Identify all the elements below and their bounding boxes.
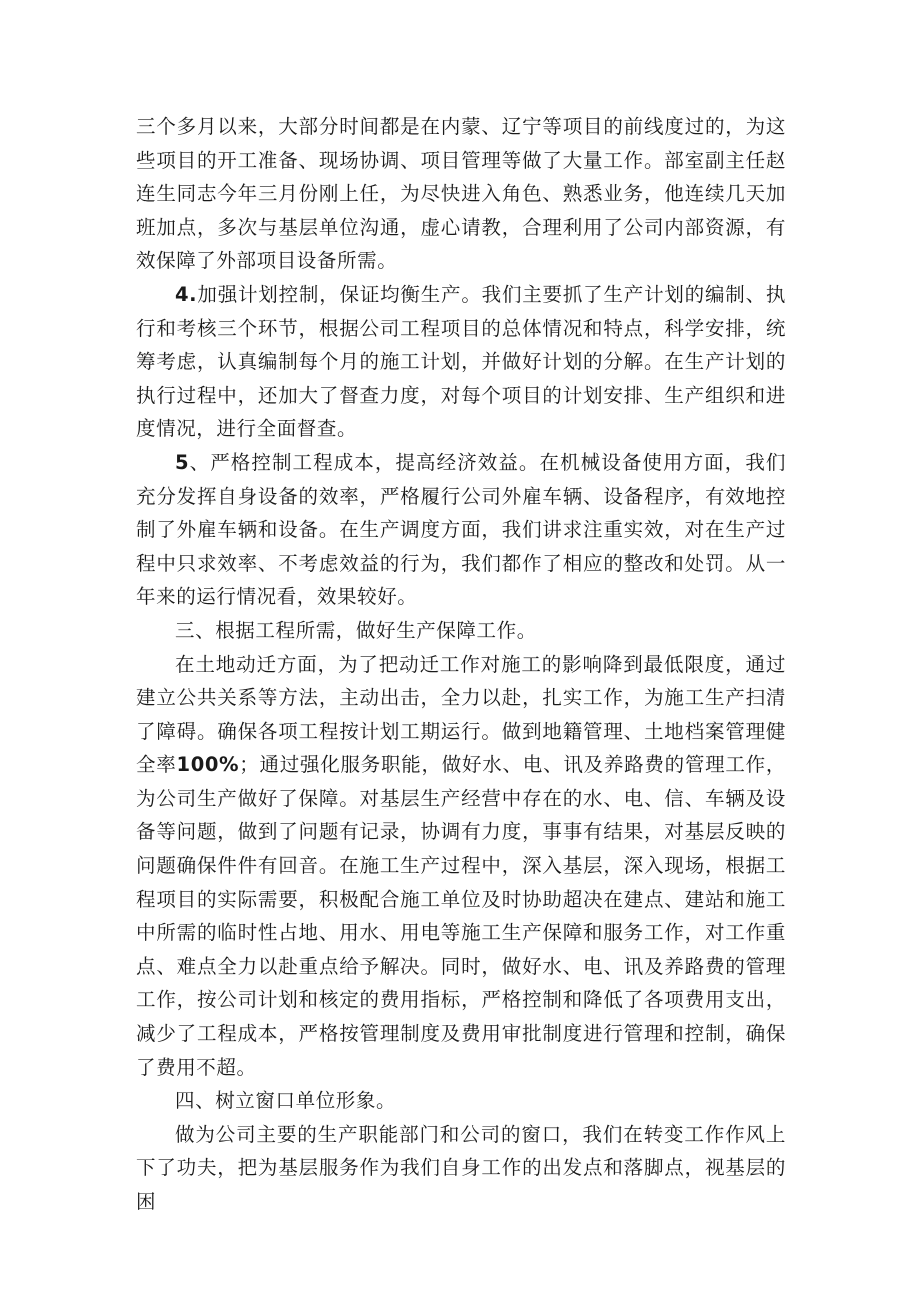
item-number: 4. [175,282,198,306]
heading-text: 四、树立窗口单位形象。 [175,1089,397,1113]
paragraph-text: 三个多月以来，大部分时间都是在内蒙、辽宁等项目的前线度过的，为这些项目的开工准备、现场协调、项目管理等做了大量工作。部室副主任赵连生同志今年三月份刚上任，为尽快进入角色、熟悉业务，他连续几天加班加点，多次与基层单位沟通，虚心请教，合理利用了公司内部资源，有效保障了外部项目设备所需。 [136,115,786,273]
heading-text: 三、根据工程所需，做好生产保障工作。 [175,618,537,642]
paragraph-text: 加强计划控制，保证均衡生产。我们主要抓了生产计划的编制、执行和考核三个环节，根据公司工程项目的总体情况和特点，科学安排，统筹考虑，认真编制每个月的施工计划，并做好计划的分解。在生产计划的执行过程中，还加大了督查力度，对每个项目的计划安排、生产组织和进度情况，进行全面督查。 [136,282,786,441]
document-body [136,110,786,1219]
paragraph-land-relocation [136,648,786,1085]
section-heading-3 [136,614,786,648]
paragraph-text-after: ；通过强化服务职能，做好水、电、讯及养路费的管理工作，为公司生产做好了保障。对基层生产经营中存在的水、电、信、车辆及设备等问题，做到了问题有记录，协调有力度，事事有结果，对基层反映的问题确保件件有回音。在施工生产过程中，深入基层，深入现场，根据工程项目的实际需要，积极配合施工单位及时协助超决在建点、建站和施工中所需的临时性占地、用水、用电等施工生产保障和服务工作，对工作重点、难点全力以赴重点给予解决。同时，做好水、电、讯及养路费的管理工作，按公司计划和核定的费用指标，严格控制和降低了各项费用支出，减少了工程成本，严格按管理制度及费用审批制度进行管理和控制，确保了费用不超。 [136,753,787,1079]
section-heading-4 [136,1084,786,1118]
paragraph-window-unit [136,1118,786,1219]
paragraph-continuation [136,110,786,278]
paragraph-text: 、严格控制工程成本，提高经济效益。在机械设备使用方面，我们充分发挥自身设备的效率，严格履行公司外雇车辆、设备程序，有效地控制了外雇车辆和设备。在生产调度方面，我们讲求注重实效，对在生产过程中只求效率、不考虑效益的行为，我们都作了相应的整改和处罚。从一年来的运行情况看，效果较好。 [136,450,786,609]
item-number: 5 [175,450,190,474]
paragraph-item-4 [136,278,786,446]
paragraph-text: 做为公司主要的生产职能部门和公司的窗口，我们在转变工作作风上下了功夫，把为基层服务作为我们自身工作的出发点和落脚点，视基层的困 [136,1122,786,1213]
paragraph-item-5 [136,446,786,614]
percentage-value: 100% [176,753,240,777]
paragraph-text-before: 在土地动迁方面，为了把动迁工作对施工的影响降到最低限度，通过建立公共关系等方法，主动出击，全力以赴，扎实工作，为施工生产扫清了障碍。确保各项工程按计划工期运行。做到地籍管理、土地档案管理健全率 [136,652,786,777]
